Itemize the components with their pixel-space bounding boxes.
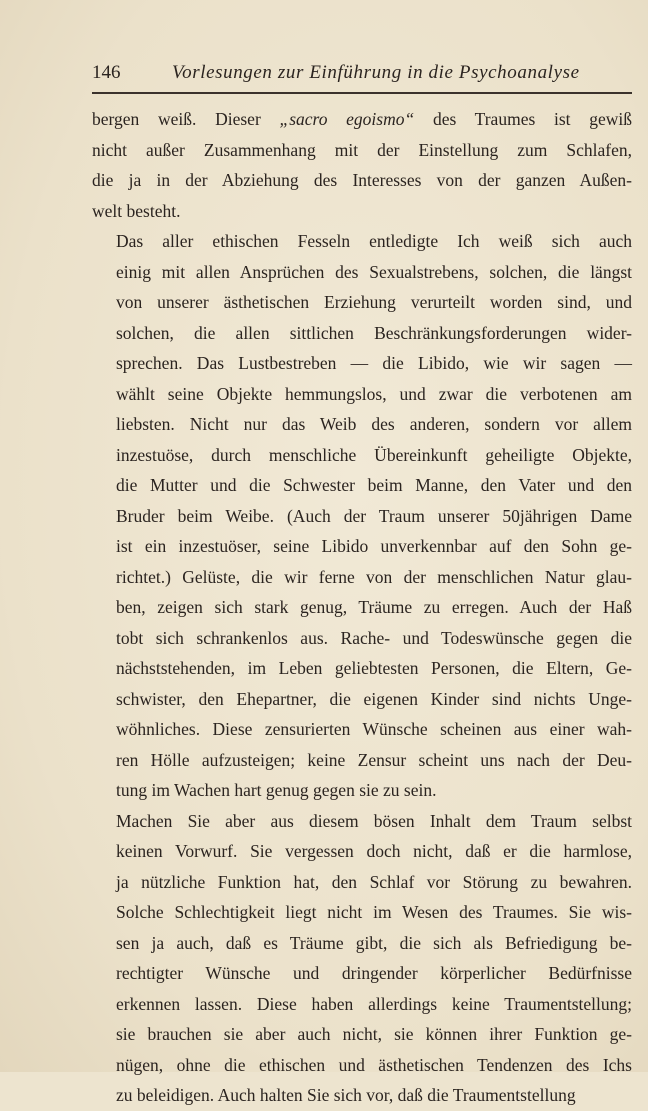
page-number: 146	[92, 62, 121, 83]
text-line: welt besteht.	[92, 200, 181, 221]
text-line: tobt sich schrankenlos aus. Rache- und Todeswünsche gegen die	[116, 627, 632, 648]
text-line: Machen Sie aber aus diesem bösen Inhalt dem Traum selbst	[116, 810, 632, 831]
text-line: ren Hölle aufzusteigen; keine Zensur scheint uns nach der Deu-	[116, 749, 632, 770]
paragraph	[92, 806, 632, 1111]
text-line: nügen, ohne die ethischen und ästhetischen Tendenzen des Ichs	[116, 1054, 632, 1075]
text-line: sie brauchen sie aber auch nicht, sie können ihrer Funktion ge-	[116, 1024, 632, 1044]
text-line: einig mit allen Ansprüchen des Sexualstrebens, solchen, die längst	[116, 261, 632, 282]
text-line: Solche Schlechtigkeit liegt nicht im Wesen des Traumes. Sie wis-	[116, 902, 632, 922]
text-line: solchen, die allen sittlichen Beschränkungsforderungen wider-	[116, 322, 632, 343]
header-rule	[92, 92, 632, 94]
text-line: erkennen lassen. Diese haben allerdings keine Traumentstellung;	[116, 993, 632, 1014]
text-line: tung im Wachen hart genug gegen sie zu sein.	[116, 780, 437, 800]
text-line: die ja in der Abziehung des Interesses von der ganzen Außen-	[92, 170, 632, 190]
text-line: wöhnliches. Diese zensurierten Wünsche scheinen aus einer wah-	[116, 719, 632, 739]
text-line: Bruder beim Weibe. (Auch der Traum unserer 50jährigen Dame	[116, 505, 632, 526]
text-line: ben, zeigen sich stark genug, Träume zu erregen. Auch der Haß	[116, 597, 632, 617]
text-line: nächststehenden, im Leben geliebtesten Personen, die Eltern, Ge-	[116, 658, 632, 678]
text-line: schwister, den Ehepartner, die eigenen Kinder sind nichts Unge-	[116, 688, 632, 709]
text-line: sprechen. Das Lustbestreben — die Libido, wie wir sagen —	[116, 353, 632, 373]
text-line: keinen Vorwurf. Sie vergessen doch nicht, daß er die harmlose,	[116, 841, 632, 861]
text-line: bergen weiß. Dieser „sacro egoismo“ des Traumes ist gewiß	[92, 109, 632, 129]
text-line: Das aller ethischen Fesseln entledigte Ich weiß sich auch	[116, 231, 632, 251]
text-line: ist ein inzestuöser, seine Libido unverkennbar auf den Sohn ge-	[116, 536, 632, 556]
body-text	[92, 104, 632, 1111]
text-line: liebsten. Nicht nur das Weib des anderen, sondern vor allem	[116, 414, 632, 434]
text-line: richtet.) Gelüste, die wir ferne von der menschlichen Natur glau-	[116, 566, 632, 587]
text-line: zu beleidigen. Auch halten Sie sich vor, daß die Traumentstellung	[116, 1085, 576, 1105]
text-line: sen ja auch, daß es Träume gibt, die sich als Befriedigung be-	[116, 932, 632, 953]
text-line: ja nützliche Funktion hat, den Schlaf vor Störung zu bewahren.	[116, 871, 632, 892]
text-line: nicht außer Zusammenhang mit der Einstellung zum Schlafen,	[92, 139, 632, 160]
text-line: von unserer ästhetischen Erziehung verurteilt worden sind, und	[116, 292, 632, 312]
text-line: wählt seine Objekte hemmungslos, und zwar die verbotenen am	[116, 383, 632, 404]
text-line: die Mutter und die Schwester beim Manne, den Vater und den	[116, 475, 632, 495]
text-line: rechtigter Wünsche und dringender körperlicher Bedürfnisse	[116, 963, 632, 983]
running-title: Vorlesungen zur Einführung in die Psychoanalyse	[172, 62, 580, 83]
text-line: inzestuöse, durch menschliche Übereinkunft geheiligte Objekte,	[116, 444, 632, 465]
paragraph	[92, 104, 632, 226]
paragraph	[92, 226, 632, 806]
